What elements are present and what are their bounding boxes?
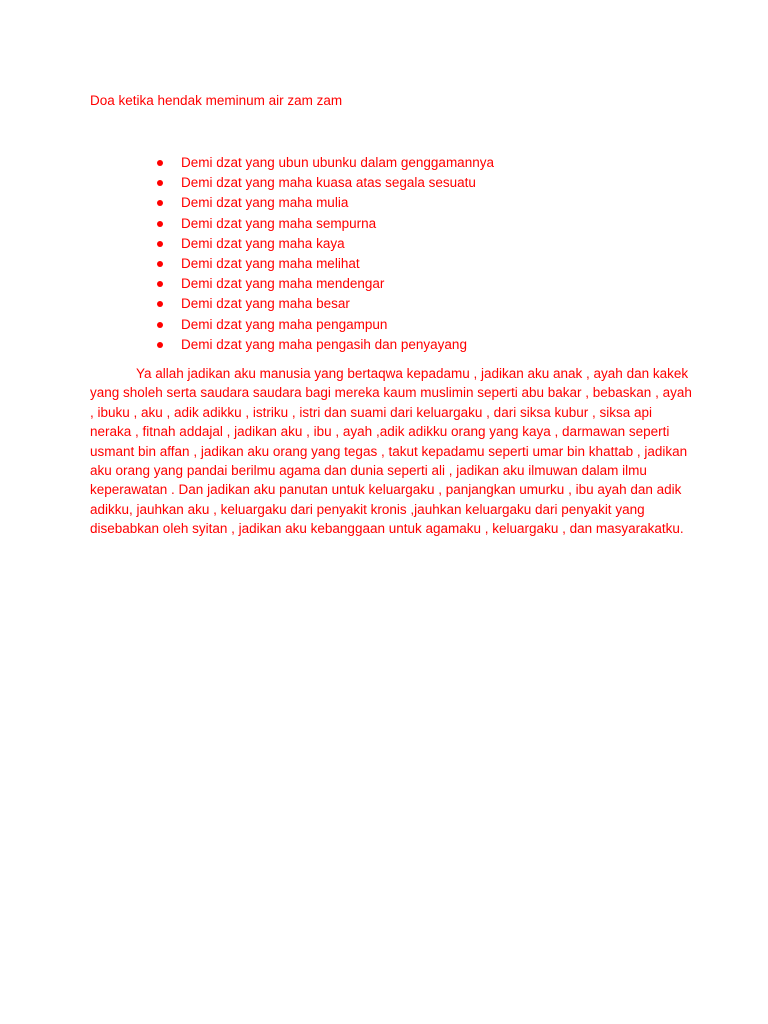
- bullet-icon: [157, 200, 163, 206]
- list-item-text: Demi dzat yang maha melihat: [181, 255, 360, 271]
- list-item-text: Demi dzat yang maha mulia: [181, 195, 349, 211]
- document-title: Doa ketika hendak meminum air zam zam: [90, 93, 343, 108]
- bullet-icon: [157, 342, 163, 348]
- bullet-icon: [157, 160, 163, 166]
- bullet-icon: [157, 221, 163, 227]
- bullet-icon: [157, 322, 163, 328]
- list-item-text: Demi dzat yang maha pengampun: [181, 316, 388, 332]
- body-paragraph: Ya allah jadikan aku manusia yang bertaqwa kepadamu , jadikan aku anak , ayah dan kakek yang sholeh serta saudara saudara bagi mereka kaum muslimin seperti abu bakar , bebaskan , ayah , ibuku , aku , adik adikku , istriku , istri dan suami dari keluargaku , dari siksa kubur , siksa api neraka , fitnah addajal , jadikan aku , ibu , ayah ,adik adikku orang yang kaya , darmawan seperti usmant bin affan , jadikan aku orang yang tegas , takut kepadamu seperti umar bin khattab , jadikan aku orang yang pandai berilmu agama dan dunia seperti ali , jadikan aku ilmuwan dalam ilmu keperawatan . Dan jadikan aku panutan untuk keluargaku , panjangkan umurku , ibu ayah dan adik adikku, jauhkan aku , keluargaku dari penyakit kronis ,jauhkan keluargaku dari penyakit yang disebabkan oleh syitan , jadikan aku kebanggaan untuk agamaku , keluargaku , dan masyarakatku.: [90, 366, 692, 537]
- bullet-icon: [157, 301, 163, 307]
- list-item-text: Demi dzat yang maha besar: [181, 296, 350, 312]
- list-item-text: Demi dzat yang maha kaya: [181, 235, 345, 251]
- list-item-text: Demi dzat yang ubun ubunku dalam genggamannya: [181, 155, 494, 170]
- list-item-text: Demi dzat yang maha pengasih dan penyayang: [181, 336, 467, 352]
- bullet-icon: [157, 180, 163, 186]
- bullet-icon: [157, 281, 163, 287]
- bullet-icon: [157, 261, 163, 267]
- list-item-text: Demi dzat yang maha sempurna: [181, 215, 377, 231]
- bullet-icon: [157, 241, 163, 247]
- list-item-text: Demi dzat yang maha kuasa atas segala sesuatu: [181, 175, 476, 191]
- list-item-text: Demi dzat yang maha mendengar: [181, 276, 385, 292]
